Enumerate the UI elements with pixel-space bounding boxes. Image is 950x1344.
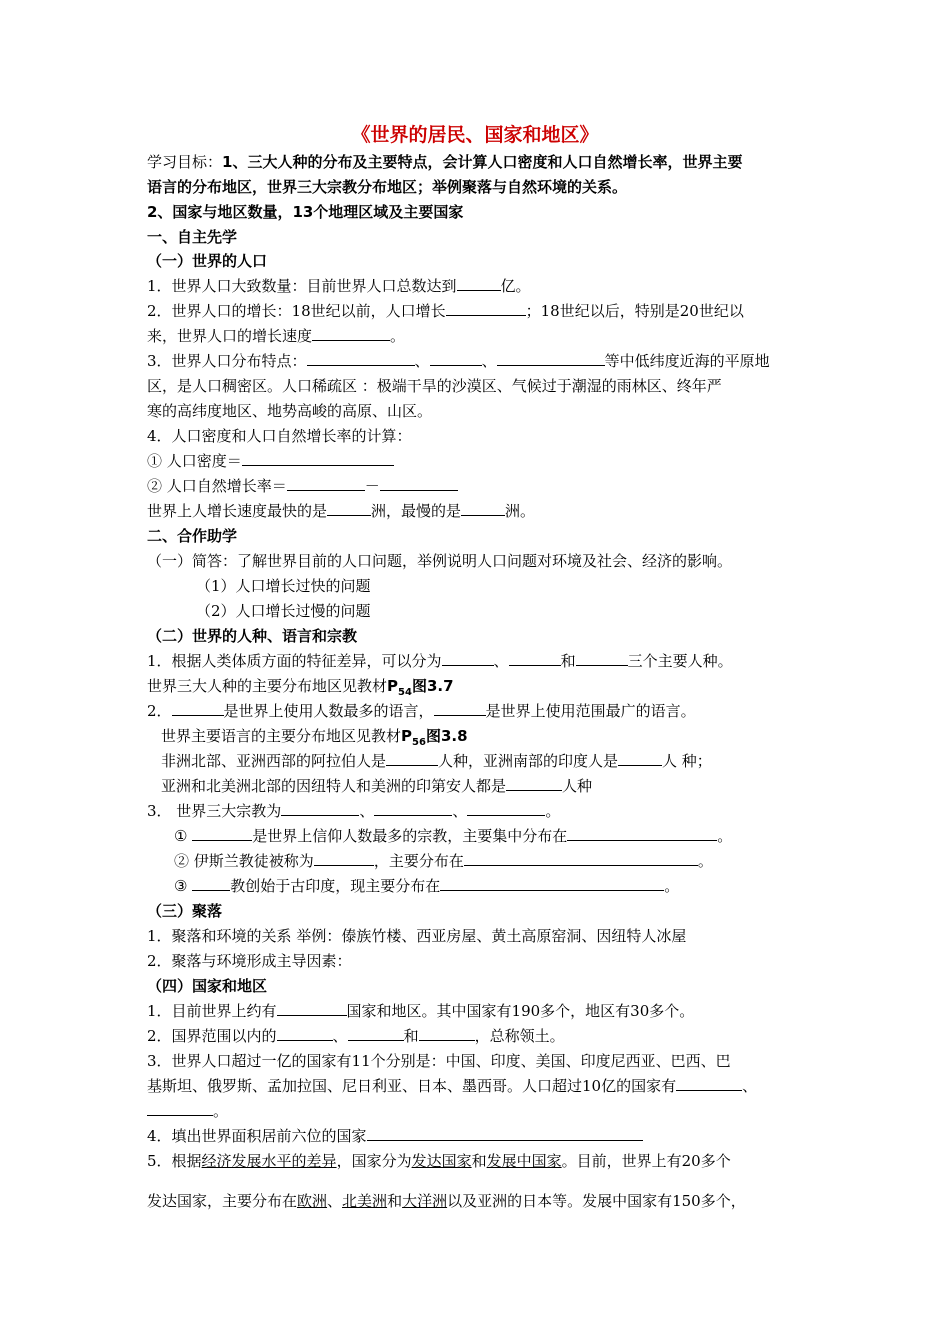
answer-blank[interactable]	[147, 1100, 213, 1116]
answer-blank[interactable]	[348, 1025, 404, 1041]
answer-blank[interactable]	[618, 750, 662, 766]
answer-blank[interactable]	[467, 800, 545, 816]
section-heading-1: 一、自主先学	[147, 228, 238, 246]
answer-blank[interactable]	[192, 875, 230, 891]
answer-blank[interactable]	[380, 475, 458, 491]
answer-blank[interactable]	[676, 1075, 742, 1091]
question-1: 1．世界人口大致数量：目前世界人口总数达到 亿。	[147, 277, 531, 295]
religion-item-1: ① 是世界上信仰人数最多的宗教，主要集中分布在 。	[174, 827, 733, 845]
answer-blank[interactable]	[307, 350, 415, 366]
settlement-question-2: 2．聚落与环境形成主导因素：	[147, 952, 352, 970]
country-question-3: 3．世界人口超过一亿的国家有11个分别是：中国、印度、美国、印度尼西亚、巴西、巴	[147, 1052, 731, 1070]
question-2-cont: 来，世界人口的增长速度 。	[147, 327, 406, 345]
answer-blank[interactable]	[312, 325, 390, 341]
religion-item-3: ③ 教创始于古印度，现主要分布在 。	[174, 877, 680, 895]
country-question-4: 4．填出世界面积居前六位的国家	[147, 1125, 643, 1147]
answer-blank[interactable]	[461, 500, 505, 516]
section-heading-2: 二、合作助学	[147, 527, 238, 545]
formula-growth-rate: ② 人口自然增长率＝ －	[147, 475, 458, 497]
answer-blank[interactable]	[172, 700, 224, 716]
short-answer-prompt: （一）简答：了解世界目前的人口问题，举例说明人口问题对环境及社会、经济的影响。	[147, 552, 733, 570]
religion-item-2: ② 伊斯兰教徒被称为 ，主要分布在 。	[174, 852, 713, 870]
settlement-question-1: 1．聚落和环境的关系 举例：傣族竹楼、西亚房屋、黄土高原窑洞、因纽特人冰屋	[147, 927, 687, 945]
subheading-settlements: （三）聚落	[147, 902, 223, 920]
answer-blank[interactable]	[374, 800, 452, 816]
answer-blank[interactable]	[497, 350, 605, 366]
answer-blank[interactable]	[386, 750, 438, 766]
objectives-line-2: 语言的分布地区，世界三大宗教分布地区；举例聚落与自然环境的关系。	[147, 178, 628, 196]
question-2: 2．世界人口的增长：18世纪以前，人口增长 ；18世纪以后，特别是20世纪以	[147, 302, 744, 320]
answer-blank[interactable]	[434, 700, 486, 716]
answer-blank[interactable]	[277, 1025, 333, 1041]
answer-blank[interactable]	[242, 450, 394, 466]
country-question-5: 5．根据经济发展水平的差异，国家分为发达国家和发展中国家。目前，世界上有20多个	[147, 1152, 731, 1170]
subheading-population: （一）世界的人口	[147, 252, 268, 270]
answer-blank[interactable]	[327, 500, 371, 516]
country-question-3-cont: 基斯坦、俄罗斯、孟加拉国、尼日利亚、日本、墨西哥。人口超过10亿的国家有 、	[147, 1077, 758, 1095]
answer-blank[interactable]	[464, 850, 698, 866]
answer-blank[interactable]	[287, 475, 365, 491]
question-5: 世界上人增长速度最快的是 洲，最慢的是 洲。	[147, 502, 536, 520]
formula-density: ① 人口密度＝	[147, 450, 394, 472]
question-3-cont-2: 寒的高纬度地区、地势高峻的高原、山区。	[147, 402, 433, 420]
country-question-1: 1．目前世界上约有 国家和地区。其中国家有190多个，地区有30多个。	[147, 1002, 695, 1020]
country-question-3-cont-2: 。	[147, 1100, 228, 1122]
subheading-race-language-religion: （二）世界的人种、语言和宗教	[147, 627, 358, 645]
race-examples-line-2: 亚洲和北美洲北部的因纽特人和美洲的印第安人都是 人种	[161, 777, 593, 795]
answer-blank[interactable]	[446, 300, 526, 316]
objectives-line-1: 学习目标：1、三大人种的分布及主要特点，会计算人口密度和人口自然增长率，世界主要	[147, 153, 743, 171]
page-title: 《世界的居民、国家和地区》	[351, 124, 599, 146]
answer-blank[interactable]	[430, 350, 482, 366]
answer-blank[interactable]	[281, 800, 359, 816]
answer-blank[interactable]	[567, 825, 717, 841]
short-answer-item-1: （1）人口增长过快的问题	[196, 577, 371, 595]
answer-blank[interactable]	[277, 1000, 347, 1016]
short-answer-item-2: （2）人口增长过慢的问题	[196, 602, 371, 620]
question-3-cont: 区，是人口稠密区。人口稀疏区 ：极端干旱的沙漠区、气候过于潮湿的雨林区、终年严	[147, 377, 722, 395]
answer-blank[interactable]	[457, 275, 501, 291]
objectives-prefix: 学习目标：	[147, 153, 223, 171]
answer-blank[interactable]	[576, 650, 628, 666]
country-question-2: 2．国界范围以内的 、 和 ，总称领土。	[147, 1027, 565, 1045]
answer-blank[interactable]	[419, 1025, 475, 1041]
religion-question: 3． 世界三大宗教为 、 、 。	[147, 802, 561, 820]
answer-blank[interactable]	[192, 825, 252, 841]
race-question-1: 1．根据人类体质方面的特征差异，可以分为 、 和 三个主要人种。	[147, 652, 733, 670]
subheading-countries: （四）国家和地区	[147, 977, 268, 995]
question-4: 4．人口密度和人口自然增长率的计算：	[147, 427, 412, 445]
answer-blank[interactable]	[506, 775, 562, 791]
language-reference: 世界主要语言的主要分布地区见教材$P_{56}$图3.8	[161, 727, 468, 748]
answer-blank[interactable]	[509, 650, 561, 666]
country-question-5-cont: 发达国家，主要分布在欧洲、北美洲和大洋洲以及亚洲的日本等。发展中国家有150多个，	[147, 1192, 746, 1210]
language-question: 2． 是世界上使用人数最多的语言， 是世界上使用范围最广的语言。	[147, 702, 696, 720]
answer-blank[interactable]	[440, 875, 664, 891]
question-3: 3．世界人口分布特点： 、 、 等中低纬度近海的平原地	[147, 352, 770, 370]
race-reference: 世界三大人种的主要分布地区见教材$P_{54}$图3.7	[147, 677, 454, 698]
answer-blank[interactable]	[314, 850, 374, 866]
answer-blank[interactable]	[442, 650, 494, 666]
objectives-line-3: 2、国家与地区数量，13个地理区域及主要国家	[147, 203, 464, 221]
answer-blank[interactable]	[367, 1125, 643, 1141]
race-examples-line-1: 非洲北部、亚洲西部的阿拉伯人是 人种，亚洲南部的印度人是 人 种；	[161, 752, 712, 770]
